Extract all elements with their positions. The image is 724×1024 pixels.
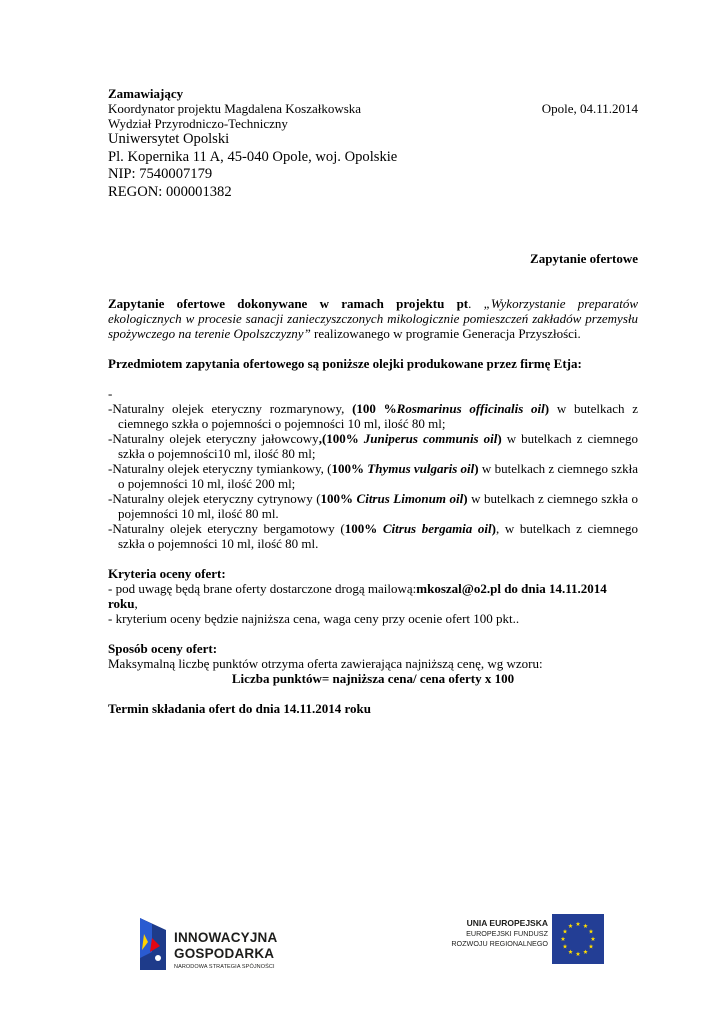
address: Pl. Kopernika 11 A, 45-040 Opole, woj. Opolskie — [108, 148, 398, 165]
item-text: -Naturalny olejek eteryczny cytrynowy ( — [108, 491, 321, 506]
criteria-text: - pod uwagę będą brane oferty dostarczone drogą mailową: — [108, 581, 417, 596]
intro-paragraph — [108, 296, 638, 341]
method-text: Maksymalną liczbę punktów otrzyma oferta zawierająca najniższą cenę, wg wzoru: — [108, 656, 543, 671]
item-bold: ) — [474, 461, 479, 476]
innowacyjna-gospodarka-mark-icon — [138, 912, 168, 970]
eu-line3: ROZWOJU REGIONALNEGO — [451, 939, 548, 948]
criteria-text: , — [134, 596, 138, 611]
document-title: Zapytanie ofertowe — [530, 251, 638, 266]
item-text: -Naturalny olejek eteryczny rozmarynowy, — [108, 401, 353, 416]
deadline-line: Termin składania ofert do dnia 14.11.2014 roku — [108, 701, 371, 716]
faculty-name: Wydział Przyrodniczo-Techniczny — [108, 116, 288, 131]
subject-heading: Przedmiotem zapytania ofertowego są poniższe olejki produkowane przez firmę Etja: — [108, 356, 582, 371]
list-item — [108, 431, 638, 461]
item-text: -Naturalny olejek eteryczny bergamotowy ( — [108, 521, 345, 536]
item-latin-name: Juniperus communis oil — [363, 431, 498, 446]
criteria-section — [108, 566, 638, 626]
item-text: w butelkach z ciemnego szkła o pojemności o pojemności 10 ml, ilość 80 ml; — [118, 401, 638, 431]
criteria-line-email — [108, 581, 638, 611]
sender-block — [108, 86, 638, 201]
intro-lead: Zapytanie ofertowe dokonywane w ramach projektu pt — [108, 296, 469, 311]
eu-line1: UNIA EUROPEJSKA — [466, 918, 548, 928]
list-item — [108, 401, 638, 431]
list-item — [108, 461, 638, 491]
item-text: , w butelkach z ciemnego szkła o pojemności 10 ml, ilość 80 ml. — [118, 521, 639, 551]
coordinator-name: Koordynator projektu Magdalena Koszałkowska — [108, 101, 362, 116]
method-section — [108, 641, 638, 686]
coordinator-row — [108, 101, 638, 116]
innowacyjna-gospodarka-logo — [138, 912, 298, 972]
item-bold: 100% — [320, 491, 357, 506]
item-bold: ,(100% — [318, 431, 364, 446]
ig-line3: NARODOWA STRATEGIA SPÓJNOŚCI — [174, 964, 275, 970]
item-latin-name: Citrus bergamia oil — [382, 521, 492, 536]
item-text: w butelkach z ciemnego szkła o pojemności 10 ml, ilość 80 ml. — [118, 491, 639, 521]
item-latin-name: Citrus Limonum oil — [356, 491, 464, 506]
item-bold: 100% — [344, 521, 383, 536]
criteria-heading: Kryteria oceny ofert: — [108, 566, 226, 581]
item-bold: ) — [491, 521, 496, 536]
university-name: Uniwersytet Opolski — [108, 131, 230, 147]
project-title: „Wykorzystanie preparatów ekologicznych w procesie sanacji zanieczyszczonych mikologicznie pomieszczeń zakładów przemysłu spożywczego na terenie Opolszczyzny” — [108, 296, 638, 341]
footer-logos — [0, 908, 724, 978]
dash-line: - — [108, 386, 113, 401]
method-heading: Sposób oceny ofert: — [108, 641, 218, 656]
eu-flag-icon — [552, 914, 604, 964]
nip-number: NIP: 7540007179 — [108, 166, 213, 182]
list-item — [108, 491, 638, 521]
item-text: -Naturalny olejek eteryczny tymiankowy, ( — [108, 461, 332, 476]
score-formula: Liczba punktów= najniższa cena/ cena oferty x 100 — [231, 671, 515, 686]
document-body — [108, 86, 638, 716]
sender-heading: Zamawiający — [108, 86, 184, 101]
item-latin-name: Rosmarinus officinalis oil — [396, 401, 545, 416]
item-text: w butelkach z ciemnego szkła o pojemności 10 ml, ilość 200 ml; — [118, 461, 639, 491]
criteria-line-price: - kryterium oceny będzie najniższa cena, waga ceny przy ocenie ofert 100 pkt.. — [108, 611, 520, 626]
regon-number: REGON: 000001382 — [108, 183, 232, 200]
item-bold: (100 % — [352, 401, 397, 416]
item-bold: 100% — [331, 461, 368, 476]
oil-list — [108, 401, 638, 551]
item-latin-name: Thymus vulgaris oil — [367, 461, 475, 476]
ig-line1: INNOWACYJNA — [174, 930, 278, 945]
eu-line2: EUROPEJSKI FUNDUSZ — [466, 929, 548, 938]
intro-dot: . — [468, 296, 484, 311]
criteria-email-deadline: mkoszal@o2.pl do dnia 14.11.2014 roku — [108, 581, 607, 611]
item-text: w butelkach z ciemnego szkła o pojemności10 ml, ilość 80 ml; — [118, 431, 638, 461]
item-bold: ) — [463, 491, 468, 506]
ig-line2: GOSPODARKA — [174, 946, 275, 961]
item-bold: ) — [497, 431, 502, 446]
list-item — [108, 521, 638, 551]
item-bold: ) — [544, 401, 550, 416]
eu-label — [440, 918, 548, 949]
intro-tail: realizowanego w programie Generacja Przyszłości. — [310, 326, 581, 341]
place-date: Opole, 04.11.2014 — [541, 101, 638, 116]
item-text: -Naturalny olejek eteryczny jałowcowy — [108, 431, 319, 446]
